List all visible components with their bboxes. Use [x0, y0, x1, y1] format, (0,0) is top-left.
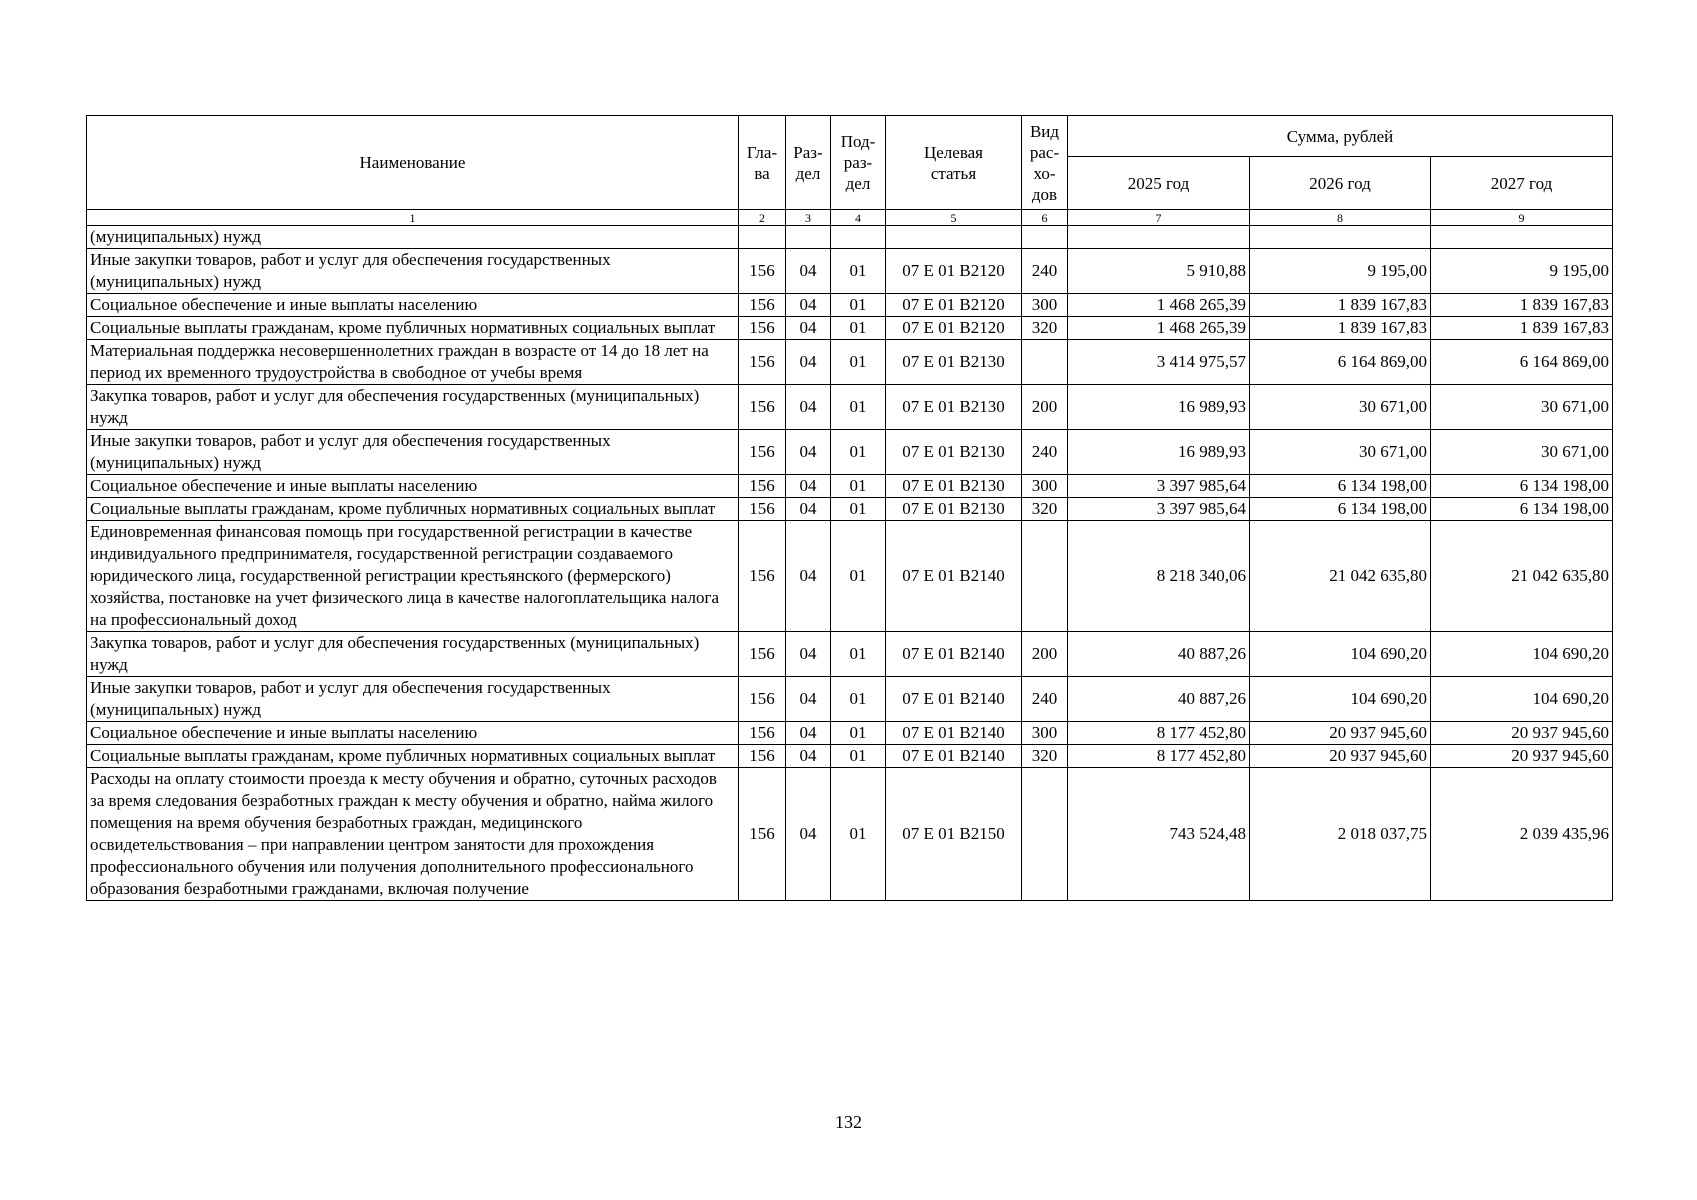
cell-razdel: 04 [786, 745, 831, 768]
cell-celevaya-statya: 07 Е 01 В2130 [886, 475, 1022, 498]
cell-sum-2027: 104 690,20 [1431, 632, 1613, 677]
header-year-2025: 2025 год [1068, 157, 1250, 210]
cell-sum-2026: 6 164 869,00 [1250, 340, 1431, 385]
cell-sum-2027: 6 164 869,00 [1431, 340, 1613, 385]
cell-sum-2027: 1 839 167,83 [1431, 294, 1613, 317]
cell-sum-2027: 20 937 945,60 [1431, 745, 1613, 768]
cell-sum-2025: 5 910,88 [1068, 249, 1250, 294]
cell-podrazdel: 01 [831, 385, 886, 430]
cell-sum-2025: 16 989,93 [1068, 385, 1250, 430]
cell-sum-2025: 3 414 975,57 [1068, 340, 1250, 385]
column-number: 3 [786, 210, 831, 226]
cell-vid-rashodov: 200 [1022, 385, 1068, 430]
cell-sum-2026: 2 018 037,75 [1250, 768, 1431, 901]
cell-podrazdel: 01 [831, 521, 886, 632]
cell-sum-2027: 21 042 635,80 [1431, 521, 1613, 632]
cell-celevaya-statya: 07 Е 01 В2120 [886, 294, 1022, 317]
cell-sum-2026: 9 195,00 [1250, 249, 1431, 294]
table-row [87, 521, 1613, 632]
cell-razdel: 04 [786, 385, 831, 430]
cell-sum-2027: 2 039 435,96 [1431, 768, 1613, 901]
cell-podrazdel: 01 [831, 430, 886, 475]
cell-sum-2027: 1 839 167,83 [1431, 317, 1613, 340]
table-row [87, 632, 1613, 677]
cell-vid-rashodov: 240 [1022, 677, 1068, 722]
cell-sum-2027: 6 134 198,00 [1431, 475, 1613, 498]
cell-glava: 156 [739, 317, 786, 340]
cell-name: (муниципальных) нужд [87, 226, 739, 249]
cell-razdel: 04 [786, 249, 831, 294]
cell-sum-2025: 8 177 452,80 [1068, 722, 1250, 745]
header-year-2027: 2027 год [1431, 157, 1613, 210]
cell-sum-2025: 40 887,26 [1068, 632, 1250, 677]
cell-vid-rashodov: 300 [1022, 722, 1068, 745]
cell-celevaya-statya: 07 Е 01 В2120 [886, 317, 1022, 340]
cell-sum-2027: 6 134 198,00 [1431, 498, 1613, 521]
cell-sum-2027: 30 671,00 [1431, 430, 1613, 475]
table-row [87, 677, 1613, 722]
header-podrazdel: Под- раз- дел [831, 116, 886, 210]
cell-glava: 156 [739, 745, 786, 768]
column-number: 5 [886, 210, 1022, 226]
cell-sum-2026: 20 937 945,60 [1250, 745, 1431, 768]
cell-razdel: 04 [786, 475, 831, 498]
cell-podrazdel: 01 [831, 722, 886, 745]
cell-name: Социальное обеспечение и иные выплаты населению [87, 294, 739, 317]
header-celevaya-statya: Целевая статья [886, 116, 1022, 210]
cell-name: Материальная поддержка несовершеннолетних граждан в возрасте от 14 до 18 лет на период их временного трудоустройства в свободное от учебы время [87, 340, 739, 385]
cell-vid-rashodov [1022, 521, 1068, 632]
cell-podrazdel: 01 [831, 249, 886, 294]
cell-sum-2026: 6 134 198,00 [1250, 498, 1431, 521]
cell-sum-2027: 104 690,20 [1431, 677, 1613, 722]
cell-podrazdel: 01 [831, 294, 886, 317]
table-row [87, 226, 1613, 249]
header-glava: Гла- ва [739, 116, 786, 210]
cell-glava: 156 [739, 768, 786, 901]
cell-vid-rashodov: 300 [1022, 475, 1068, 498]
table-row [87, 340, 1613, 385]
cell-podrazdel: 01 [831, 475, 886, 498]
cell-sum-2025: 1 468 265,39 [1068, 294, 1250, 317]
cell-celevaya-statya: 07 Е 01 В2130 [886, 385, 1022, 430]
table-row [87, 722, 1613, 745]
cell-sum-2025: 8 177 452,80 [1068, 745, 1250, 768]
cell-podrazdel: 01 [831, 498, 886, 521]
cell-razdel: 04 [786, 722, 831, 745]
table-row [87, 249, 1613, 294]
budget-table [86, 115, 1613, 901]
cell-celevaya-statya: 07 Е 01 В2130 [886, 498, 1022, 521]
cell-celevaya-statya: 07 Е 01 В2140 [886, 677, 1022, 722]
cell-name: Закупка товаров, работ и услуг для обеспечения государственных (муниципальных) нужд [87, 385, 739, 430]
cell-vid-rashodov: 320 [1022, 498, 1068, 521]
cell-name: Иные закупки товаров, работ и услуг для обеспечения государственных (муниципальных) нужд [87, 249, 739, 294]
column-number: 2 [739, 210, 786, 226]
cell-sum-2027: 20 937 945,60 [1431, 722, 1613, 745]
cell-name: Единовременная финансовая помощь при государственной регистрации в качестве индивидуального предпринимателя, государственной регистрации создаваемого юридического лица, государственной регистрации крестьянского (фермерского) хозяйства, постановке на учет физического лица в качестве налогоплательщика налога на профессиональный доход [87, 521, 739, 632]
cell-vid-rashodov: 300 [1022, 294, 1068, 317]
cell-sum-2025: 40 887,26 [1068, 677, 1250, 722]
cell-razdel: 04 [786, 498, 831, 521]
cell-glava: 156 [739, 475, 786, 498]
table-row [87, 745, 1613, 768]
cell-podrazdel: 01 [831, 745, 886, 768]
cell-sum-2027 [1431, 226, 1613, 249]
cell-vid-rashodov: 320 [1022, 745, 1068, 768]
cell-celevaya-statya: 07 Е 01 В2130 [886, 340, 1022, 385]
cell-glava: 156 [739, 498, 786, 521]
cell-name: Социальные выплаты гражданам, кроме публичных нормативных социальных выплат [87, 498, 739, 521]
cell-celevaya-statya: 07 Е 01 В2120 [886, 249, 1022, 294]
table-row [87, 294, 1613, 317]
cell-celevaya-statya: 07 Е 01 В2140 [886, 632, 1022, 677]
cell-vid-rashodov: 240 [1022, 430, 1068, 475]
header-summa: Сумма, рублей [1068, 116, 1613, 157]
cell-glava: 156 [739, 677, 786, 722]
cell-razdel [786, 226, 831, 249]
cell-podrazdel [831, 226, 886, 249]
cell-podrazdel: 01 [831, 340, 886, 385]
cell-name: Расходы на оплату стоимости проезда к месту обучения и обратно, суточных расходов за время следования безработных граждан к месту обучения и обратно, найма жилого помещения на время обучения безработных граждан, медицинского освидетельствования – при направлении центром занятости для прохождения профессионального обучения или получения дополнительного профессионального образования безработными гражданами, включая получение [87, 768, 739, 901]
cell-celevaya-statya [886, 226, 1022, 249]
table-row [87, 385, 1613, 430]
cell-glava: 156 [739, 340, 786, 385]
cell-name: Социальные выплаты гражданам, кроме публичных нормативных социальных выплат [87, 745, 739, 768]
cell-sum-2027: 9 195,00 [1431, 249, 1613, 294]
cell-glava: 156 [739, 430, 786, 475]
table-row [87, 317, 1613, 340]
cell-razdel: 04 [786, 340, 831, 385]
column-number: 4 [831, 210, 886, 226]
cell-name: Иные закупки товаров, работ и услуг для обеспечения государственных (муниципальных) нужд [87, 430, 739, 475]
table-row [87, 475, 1613, 498]
cell-sum-2027: 30 671,00 [1431, 385, 1613, 430]
cell-celevaya-statya: 07 Е 01 В2140 [886, 722, 1022, 745]
cell-celevaya-statya: 07 Е 01 В2140 [886, 745, 1022, 768]
cell-podrazdel: 01 [831, 677, 886, 722]
cell-name: Социальные выплаты гражданам, кроме публичных нормативных социальных выплат [87, 317, 739, 340]
cell-glava: 156 [739, 385, 786, 430]
header-year-2026: 2026 год [1250, 157, 1431, 210]
cell-razdel: 04 [786, 317, 831, 340]
header-razdel: Раз- дел [786, 116, 831, 210]
cell-name: Социальное обеспечение и иные выплаты населению [87, 475, 739, 498]
cell-sum-2025: 3 397 985,64 [1068, 498, 1250, 521]
cell-vid-rashodov: 320 [1022, 317, 1068, 340]
cell-sum-2026: 104 690,20 [1250, 632, 1431, 677]
cell-sum-2026 [1250, 226, 1431, 249]
cell-sum-2026: 104 690,20 [1250, 677, 1431, 722]
cell-sum-2025: 1 468 265,39 [1068, 317, 1250, 340]
header-name: Наименование [87, 116, 739, 210]
cell-razdel: 04 [786, 768, 831, 901]
cell-vid-rashodov [1022, 226, 1068, 249]
cell-razdel: 04 [786, 521, 831, 632]
page-number: 132 [835, 1112, 862, 1132]
cell-glava: 156 [739, 632, 786, 677]
cell-sum-2026: 6 134 198,00 [1250, 475, 1431, 498]
cell-sum-2026: 20 937 945,60 [1250, 722, 1431, 745]
cell-celevaya-statya: 07 Е 01 В2130 [886, 430, 1022, 475]
cell-name: Иные закупки товаров, работ и услуг для обеспечения государственных (муниципальных) нужд [87, 677, 739, 722]
cell-sum-2026: 1 839 167,83 [1250, 317, 1431, 340]
cell-sum-2025: 8 218 340,06 [1068, 521, 1250, 632]
cell-vid-rashodov: 240 [1022, 249, 1068, 294]
column-number: 6 [1022, 210, 1068, 226]
cell-name: Социальное обеспечение и иные выплаты населению [87, 722, 739, 745]
cell-podrazdel: 01 [831, 768, 886, 901]
table-row [87, 498, 1613, 521]
cell-podrazdel: 01 [831, 632, 886, 677]
cell-sum-2026: 30 671,00 [1250, 430, 1431, 475]
cell-glava: 156 [739, 249, 786, 294]
cell-sum-2026: 21 042 635,80 [1250, 521, 1431, 632]
cell-glava [739, 226, 786, 249]
column-number-row [87, 210, 1613, 226]
cell-sum-2025: 16 989,93 [1068, 430, 1250, 475]
table-row [87, 430, 1613, 475]
cell-vid-rashodov [1022, 768, 1068, 901]
cell-celevaya-statya: 07 Е 01 В2150 [886, 768, 1022, 901]
header-vid-rashodov: Вид рас- хо- дов [1022, 116, 1068, 210]
cell-vid-rashodov [1022, 340, 1068, 385]
column-number: 1 [87, 210, 739, 226]
cell-razdel: 04 [786, 677, 831, 722]
cell-podrazdel: 01 [831, 317, 886, 340]
cell-sum-2025: 3 397 985,64 [1068, 475, 1250, 498]
cell-razdel: 04 [786, 294, 831, 317]
column-number: 8 [1250, 210, 1431, 226]
cell-name: Закупка товаров, работ и услуг для обеспечения государственных (муниципальных) нужд [87, 632, 739, 677]
cell-sum-2025: 743 524,48 [1068, 768, 1250, 901]
table-row [87, 768, 1613, 901]
cell-sum-2026: 30 671,00 [1250, 385, 1431, 430]
cell-sum-2026: 1 839 167,83 [1250, 294, 1431, 317]
cell-glava: 156 [739, 294, 786, 317]
cell-vid-rashodov: 200 [1022, 632, 1068, 677]
column-number: 9 [1431, 210, 1613, 226]
cell-celevaya-statya: 07 Е 01 В2140 [886, 521, 1022, 632]
cell-glava: 156 [739, 521, 786, 632]
cell-glava: 156 [739, 722, 786, 745]
cell-sum-2025 [1068, 226, 1250, 249]
column-number: 7 [1068, 210, 1250, 226]
cell-razdel: 04 [786, 430, 831, 475]
cell-razdel: 04 [786, 632, 831, 677]
